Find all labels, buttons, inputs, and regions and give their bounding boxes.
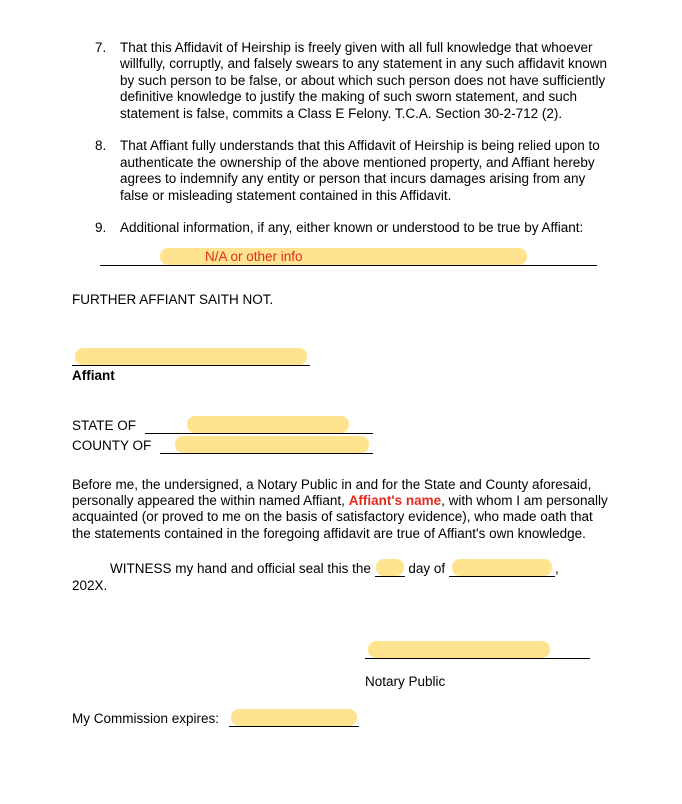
item-8-number: 8. — [95, 138, 107, 154]
notary-signature-highlight[interactable] — [368, 641, 550, 658]
list-item-8 — [95, 138, 612, 204]
county-of-label: COUNTY OF — [72, 438, 152, 454]
notary-signature-block — [365, 640, 612, 690]
notary-public-label: Notary Public — [365, 673, 446, 689]
affiant-label: Affiant — [72, 368, 115, 384]
state-row — [72, 415, 612, 434]
county-highlight[interactable] — [175, 436, 369, 453]
state-county-block — [72, 415, 612, 455]
affiant-signature-highlight[interactable] — [75, 348, 307, 365]
additional-info-highlight[interactable] — [160, 248, 527, 265]
notary-paragraph — [72, 477, 612, 543]
commission-field[interactable] — [229, 708, 359, 727]
month-highlight[interactable] — [452, 559, 552, 576]
county-field[interactable] — [160, 435, 373, 454]
item-9-number: 9. — [95, 220, 107, 236]
witness-text-2: day of — [408, 561, 446, 577]
affiant-signature-block — [72, 347, 612, 385]
list-item-7 — [95, 40, 612, 122]
notary-paragraph-part1: Before me, the undersigned, a Notary Public in and for the State and County aforesaid, personally appeared the within named Affiant, — [72, 476, 592, 508]
state-of-label: STATE OF — [72, 417, 136, 433]
county-row — [72, 435, 612, 454]
day-field[interactable] — [375, 558, 405, 577]
affiant-name-placeholder: Affiant's name — [348, 492, 442, 508]
commission-label: My Commission expires: — [72, 711, 220, 727]
state-field[interactable] — [145, 415, 373, 434]
item-9-text: Additional information, if any, either known or understood to be true by Affiant: — [120, 220, 584, 236]
witness-comma: , — [554, 561, 559, 577]
additional-info-field[interactable] — [100, 247, 597, 266]
affiant-signature-field[interactable] — [72, 347, 310, 366]
day-highlight[interactable] — [376, 559, 404, 576]
additional-info-row — [72, 247, 612, 266]
notary-paragraph-part2: , with whom I am personally acquainted (or proved to me on the basis of satisfactory evidence), who made oath that the statements contained in the foregoing affidavit are true of Affiant's own knowledge. — [72, 492, 608, 541]
commission-highlight[interactable] — [231, 709, 357, 726]
witness-row — [72, 558, 612, 594]
state-highlight[interactable] — [187, 416, 349, 433]
item-7-number: 7. — [95, 40, 107, 55]
month-field[interactable] — [449, 558, 555, 577]
notary-signature-field[interactable] — [365, 640, 590, 659]
list-item-9 — [95, 220, 612, 236]
witness-year: 202X. — [72, 577, 108, 593]
further-statement: FURTHER AFFIANT SAITH NOT. — [72, 292, 274, 308]
item-7-text: That this Affidavit of Heirship is freely given with all full knowledge that whoever willfully, corruptly, and falsely swears to any statement in any such affidavit known by such person to be false, or about which such person does not have sufficiently definitive knowledge to justify the making of such sworn statement, and such statement is false, commits a Class E Felony. T.C.A. Section 30-2-712 (2). — [120, 40, 607, 121]
commission-row — [72, 708, 612, 727]
additional-info-value: N/A or other info — [205, 248, 303, 264]
item-8-text: That Affiant fully understands that this Affidavit of Heirship is being relied upon to authenticate the ownership of the above mentioned property, and Affiant hereby agrees to indemnify any entity or person that incurs damages arising from any false or misleading statement contained in this Affidavit. — [120, 138, 600, 203]
witness-text-1: WITNESS my hand and official seal this the — [110, 561, 371, 577]
